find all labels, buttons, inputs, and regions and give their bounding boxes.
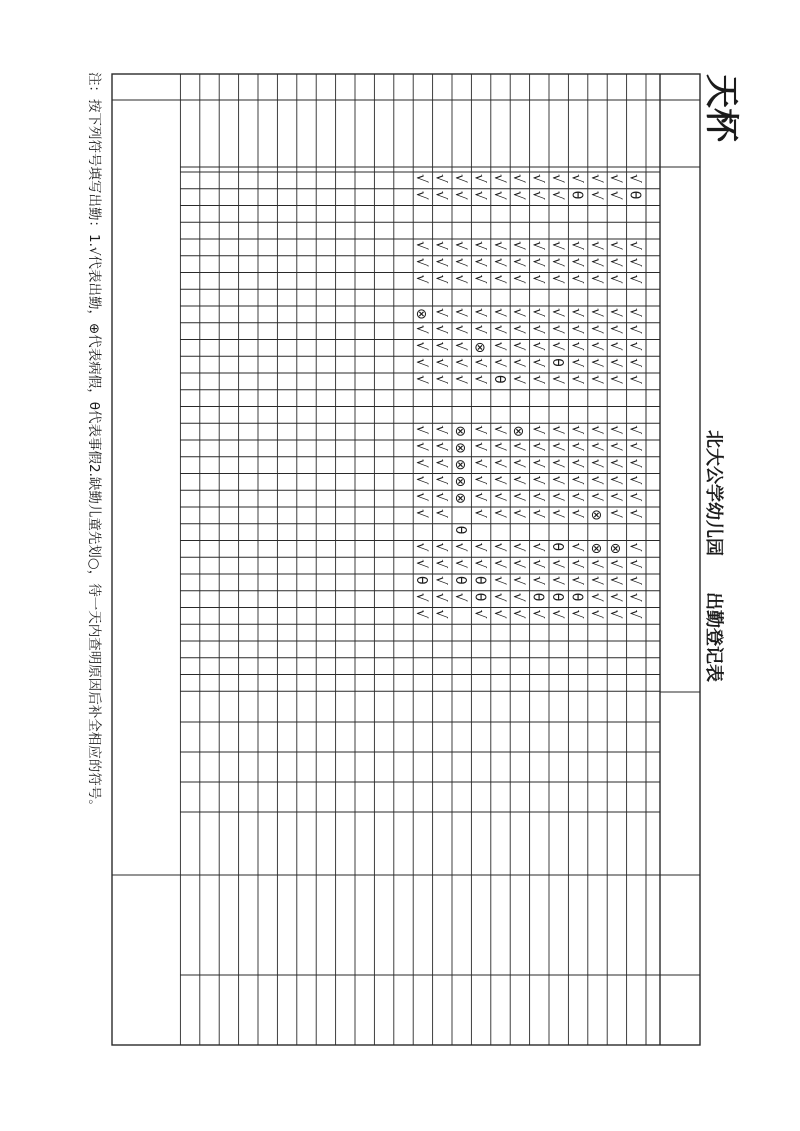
attendance-mark: √ xyxy=(626,609,643,619)
attendance-mark: √ xyxy=(471,509,488,518)
attendance-mark: √ xyxy=(471,609,488,619)
attendance-mark: θ xyxy=(549,358,565,367)
attendance-mark: √ xyxy=(568,509,585,518)
attendance-mark: √ xyxy=(490,576,507,585)
attendance-mark: √ xyxy=(452,308,468,317)
attendance-mark: ⊗ xyxy=(413,308,430,320)
attendance-mark: ⊗ xyxy=(452,425,468,437)
attendance-mark: √ xyxy=(490,241,507,250)
attendance-mark: √ xyxy=(607,358,624,368)
attendance-mark: √ xyxy=(490,174,507,183)
attendance-mark: √ xyxy=(626,174,643,183)
attendance-mark: √ xyxy=(490,425,507,435)
attendance-mark: √ xyxy=(549,324,565,334)
attendance-mark: √ xyxy=(490,324,507,334)
attendance-mark: √ xyxy=(529,442,546,451)
attendance-mark: √ xyxy=(529,174,546,183)
attendance-mark: √ xyxy=(413,609,430,619)
attendance-mark: √ xyxy=(432,592,449,602)
attendance-mark: √ xyxy=(549,475,565,485)
attendance-mark: √ xyxy=(626,257,643,267)
attendance-mark: √ xyxy=(529,425,546,435)
attendance-mark: √ xyxy=(471,458,488,468)
attendance-mark: √ xyxy=(452,341,468,351)
attendance-mark: √ xyxy=(510,442,527,451)
attendance-mark: θ xyxy=(549,592,565,602)
attendance-mark: √ xyxy=(413,341,430,351)
attendance-mark: √ xyxy=(490,492,507,502)
attendance-mark: √ xyxy=(587,576,604,585)
attendance-mark: √ xyxy=(529,609,546,619)
attendance-mark: √ xyxy=(607,257,624,267)
attendance-mark: √ xyxy=(471,375,488,384)
attendance-mark: √ xyxy=(549,576,565,585)
attendance-mark: √ xyxy=(568,358,585,368)
attendance-mark: √ xyxy=(510,274,527,284)
attendance-mark: √ xyxy=(529,576,546,585)
attendance-mark: √ xyxy=(587,492,604,502)
attendance-mark: √ xyxy=(587,442,604,451)
attendance-mark: ⊗ xyxy=(471,341,488,354)
attendance-mark: √ xyxy=(626,442,643,451)
attendance-mark: √ xyxy=(529,375,546,384)
attendance-mark: √ xyxy=(529,559,546,569)
attendance-mark: √ xyxy=(471,492,488,502)
attendance-mark: √ xyxy=(568,458,585,468)
attendance-mark: √ xyxy=(587,425,604,435)
attendance-mark: √ xyxy=(549,442,565,451)
attendance-mark: √ xyxy=(549,190,565,200)
attendance-mark: √ xyxy=(549,341,565,351)
attendance-mark: √ xyxy=(626,425,643,435)
attendance-mark: √ xyxy=(529,341,546,351)
attendance-mark: √ xyxy=(490,442,507,451)
attendance-mark: θ xyxy=(568,592,585,602)
attendance-mark: √ xyxy=(568,576,585,585)
attendance-mark: √ xyxy=(626,341,643,351)
attendance-mark: √ xyxy=(432,241,449,250)
attendance-mark: √ xyxy=(626,308,643,317)
attendance-mark: √ xyxy=(626,592,643,602)
attendance-mark: √ xyxy=(587,358,604,368)
attendance-mark: √ xyxy=(568,257,585,267)
attendance-mark: √ xyxy=(529,458,546,468)
attendance-mark: √ xyxy=(413,442,430,451)
attendance-mark: √ xyxy=(568,375,585,384)
attendance-mark: √ xyxy=(568,324,585,334)
attendance-mark: √ xyxy=(510,324,527,334)
attendance-mark: √ xyxy=(607,341,624,351)
attendance-mark: √ xyxy=(471,274,488,284)
attendance-mark: √ xyxy=(607,375,624,384)
attendance-mark: √ xyxy=(510,475,527,485)
attendance-mark: √ xyxy=(432,425,449,435)
attendance-mark: √ xyxy=(510,375,527,384)
attendance-mark: √ xyxy=(510,241,527,250)
attendance-mark: √ xyxy=(626,576,643,585)
footnote: 注：按下列符号填写出勤：1.√代表出勤，⊕代表病假，θ代表事假2.缺勤儿童先划○，待一天内查明原因后补全相应的符号。 xyxy=(86,72,102,813)
attendance-mark: √ xyxy=(471,358,488,368)
attendance-mark: √ xyxy=(587,174,604,183)
attendance-mark: √ xyxy=(568,274,585,284)
attendance-mark: √ xyxy=(490,542,507,552)
attendance-mark: √ xyxy=(568,492,585,502)
attendance-mark: √ xyxy=(587,274,604,284)
attendance-mark: √ xyxy=(568,542,585,552)
attendance-mark: √ xyxy=(413,509,430,518)
attendance-mark: √ xyxy=(432,576,449,585)
attendance-mark: θ xyxy=(490,375,507,384)
attendance-mark: √ xyxy=(607,190,624,200)
attendance-mark: √ xyxy=(432,274,449,284)
attendance-mark: √ xyxy=(568,442,585,451)
attendance-mark: √ xyxy=(452,542,468,552)
attendance-mark: √ xyxy=(607,458,624,468)
attendance-mark: √ xyxy=(529,358,546,368)
attendance-mark: √ xyxy=(626,509,643,518)
attendance-mark: √ xyxy=(452,324,468,334)
attendance-mark: √ xyxy=(529,509,546,518)
attendance-mark: √ xyxy=(587,592,604,602)
attendance-mark: √ xyxy=(529,475,546,485)
attendance-mark: √ xyxy=(490,609,507,619)
attendance-mark: √ xyxy=(510,592,527,602)
attendance-mark: √ xyxy=(432,308,449,317)
attendance-mark: √ xyxy=(432,257,449,267)
attendance-mark: θ xyxy=(413,576,430,585)
attendance-mark: √ xyxy=(452,257,468,267)
attendance-mark: √ xyxy=(432,190,449,200)
attendance-mark: √ xyxy=(471,174,488,183)
attendance-mark: ⊗ xyxy=(452,492,468,504)
attendance-mark: √ xyxy=(452,241,468,250)
attendance-mark: √ xyxy=(549,559,565,569)
class-label: 天杯 xyxy=(701,74,741,142)
attendance-mark: √ xyxy=(471,442,488,451)
attendance-mark: √ xyxy=(529,492,546,502)
attendance-mark: √ xyxy=(626,475,643,485)
attendance-mark: θ xyxy=(549,542,565,552)
attendance-mark: √ xyxy=(607,241,624,250)
attendance-mark: √ xyxy=(471,324,488,334)
attendance-mark: √ xyxy=(413,241,430,250)
attendance-mark: √ xyxy=(549,375,565,384)
attendance-mark: √ xyxy=(549,509,565,518)
attendance-mark: √ xyxy=(626,542,643,552)
attendance-mark: √ xyxy=(490,190,507,200)
attendance-mark: √ xyxy=(549,241,565,250)
attendance-mark: √ xyxy=(490,341,507,351)
attendance-mark: √ xyxy=(452,190,468,200)
attendance-mark: √ xyxy=(568,174,585,183)
attendance-mark: √ xyxy=(432,475,449,485)
attendance-mark: √ xyxy=(587,308,604,317)
attendance-mark: √ xyxy=(607,609,624,619)
attendance-mark: √ xyxy=(471,559,488,569)
attendance-mark: √ xyxy=(607,576,624,585)
attendance-mark: √ xyxy=(549,492,565,502)
attendance-mark: √ xyxy=(432,509,449,518)
attendance-mark: √ xyxy=(432,174,449,183)
attendance-mark: θ xyxy=(471,592,488,602)
attendance-mark: ⊗ xyxy=(587,509,604,521)
attendance-mark: √ xyxy=(549,308,565,317)
attendance-mark: √ xyxy=(510,609,527,619)
attendance-mark: √ xyxy=(510,542,527,552)
attendance-mark: √ xyxy=(510,341,527,351)
attendance-mark: √ xyxy=(471,241,488,250)
attendance-mark: √ xyxy=(529,542,546,552)
attendance-mark: √ xyxy=(549,274,565,284)
attendance-mark: √ xyxy=(432,542,449,552)
attendance-mark: √ xyxy=(432,458,449,468)
attendance-mark: √ xyxy=(607,442,624,451)
attendance-mark: √ xyxy=(510,458,527,468)
attendance-mark: √ xyxy=(587,241,604,250)
attendance-mark: √ xyxy=(432,375,449,384)
attendance-mark: √ xyxy=(432,609,449,619)
attendance-mark: θ xyxy=(452,525,468,535)
attendance-mark: √ xyxy=(432,358,449,368)
attendance-mark: √ xyxy=(413,592,430,602)
attendance-mark: √ xyxy=(510,509,527,518)
attendance-mark: √ xyxy=(413,475,430,485)
attendance-mark: √ xyxy=(607,174,624,183)
attendance-mark: √ xyxy=(452,559,468,569)
attendance-mark: √ xyxy=(549,609,565,619)
attendance-mark: √ xyxy=(413,542,430,552)
attendance-mark: √ xyxy=(490,257,507,267)
attendance-mark: √ xyxy=(607,592,624,602)
attendance-mark: √ xyxy=(413,425,430,435)
attendance-mark: √ xyxy=(626,375,643,384)
attendance-mark: ⊗ xyxy=(452,475,468,488)
attendance-mark: √ xyxy=(490,592,507,602)
attendance-mark: √ xyxy=(452,274,468,284)
attendance-mark: √ xyxy=(607,425,624,435)
attendance-mark: √ xyxy=(626,241,643,250)
attendance-mark: √ xyxy=(626,358,643,368)
attendance-mark: √ xyxy=(529,257,546,267)
attendance-mark: √ xyxy=(529,324,546,334)
attendance-mark: √ xyxy=(568,241,585,250)
attendance-mark: √ xyxy=(587,375,604,384)
attendance-mark: √ xyxy=(510,190,527,200)
attendance-mark: √ xyxy=(413,324,430,334)
attendance-mark: √ xyxy=(626,324,643,334)
attendance-mark: √ xyxy=(413,190,430,200)
attendance-mark: √ xyxy=(626,274,643,284)
attendance-mark: √ xyxy=(587,609,604,619)
attendance-mark: √ xyxy=(626,458,643,468)
attendance-mark: √ xyxy=(607,475,624,485)
attendance-mark: √ xyxy=(568,475,585,485)
attendance-mark: √ xyxy=(413,174,430,183)
attendance-mark: √ xyxy=(510,492,527,502)
attendance-mark: √ xyxy=(607,308,624,317)
attendance-mark: √ xyxy=(568,609,585,619)
attendance-mark: θ xyxy=(529,592,546,602)
attendance-mark: √ xyxy=(490,475,507,485)
attendance-mark: √ xyxy=(413,559,430,569)
attendance-mark: √ xyxy=(490,358,507,368)
attendance-mark: √ xyxy=(432,324,449,334)
attendance-mark: √ xyxy=(568,559,585,569)
attendance-mark: ⊗ xyxy=(607,542,624,555)
attendance-mark: √ xyxy=(549,458,565,468)
attendance-mark: √ xyxy=(587,257,604,267)
attendance-mark: √ xyxy=(568,341,585,351)
attendance-mark: √ xyxy=(587,190,604,200)
attendance-mark: √ xyxy=(549,425,565,435)
attendance-mark: √ xyxy=(607,274,624,284)
attendance-mark: √ xyxy=(413,375,430,384)
attendance-mark: √ xyxy=(452,375,468,384)
attendance-mark: √ xyxy=(587,324,604,334)
attendance-mark: √ xyxy=(432,559,449,569)
attendance-mark: √ xyxy=(607,324,624,334)
attendance-mark: ⊗ xyxy=(587,542,604,555)
attendance-mark: √ xyxy=(587,341,604,351)
attendance-mark: √ xyxy=(529,190,546,200)
attendance-mark: √ xyxy=(510,257,527,267)
attendance-mark: √ xyxy=(607,509,624,518)
attendance-mark: √ xyxy=(452,592,468,602)
attendance-mark: √ xyxy=(471,257,488,267)
attendance-mark: √ xyxy=(549,257,565,267)
attendance-mark: √ xyxy=(490,308,507,317)
attendance-mark: θ xyxy=(626,190,643,200)
attendance-mark: √ xyxy=(607,559,624,569)
attendance-mark: θ xyxy=(452,576,468,585)
attendance-mark: √ xyxy=(587,559,604,569)
attendance-mark: ⊗ xyxy=(510,425,527,437)
attendance-mark: √ xyxy=(607,492,624,502)
attendance-mark: √ xyxy=(413,257,430,267)
attendance-mark: √ xyxy=(413,492,430,502)
attendance-mark: √ xyxy=(471,308,488,317)
attendance-mark: √ xyxy=(413,358,430,368)
attendance-mark: ⊗ xyxy=(452,442,468,454)
attendance-mark: √ xyxy=(568,308,585,317)
attendance-mark: √ xyxy=(452,174,468,183)
attendance-mark: √ xyxy=(510,358,527,368)
attendance-mark: θ xyxy=(471,576,488,585)
attendance-mark: √ xyxy=(510,174,527,183)
attendance-mark: √ xyxy=(490,559,507,569)
attendance-mark: √ xyxy=(490,458,507,468)
attendance-mark: ⊗ xyxy=(452,458,468,471)
attendance-mark: √ xyxy=(626,559,643,569)
attendance-mark: √ xyxy=(432,442,449,451)
attendance-mark: √ xyxy=(432,341,449,351)
attendance-mark: √ xyxy=(529,241,546,250)
attendance-mark: √ xyxy=(510,576,527,585)
attendance-mark: √ xyxy=(432,492,449,502)
attendance-mark: √ xyxy=(471,542,488,552)
attendance-mark: √ xyxy=(568,425,585,435)
attendance-mark: √ xyxy=(452,358,468,368)
attendance-mark: √ xyxy=(490,509,507,518)
attendance-mark: √ xyxy=(471,425,488,435)
attendance-mark: √ xyxy=(471,475,488,485)
attendance-mark: √ xyxy=(510,559,527,569)
sheet-title: 北大公学幼儿园 出勤登记表 xyxy=(703,430,724,682)
attendance-mark: √ xyxy=(529,308,546,317)
attendance-mark: √ xyxy=(529,274,546,284)
attendance-mark: √ xyxy=(413,274,430,284)
attendance-mark: θ xyxy=(568,190,585,200)
attendance-mark: √ xyxy=(587,475,604,485)
attendance-mark: √ xyxy=(471,190,488,200)
attendance-mark: √ xyxy=(510,308,527,317)
attendance-mark: √ xyxy=(490,274,507,284)
attendance-mark: √ xyxy=(413,458,430,468)
attendance-mark: √ xyxy=(626,492,643,502)
attendance-mark: √ xyxy=(549,174,565,183)
attendance-mark: √ xyxy=(587,458,604,468)
